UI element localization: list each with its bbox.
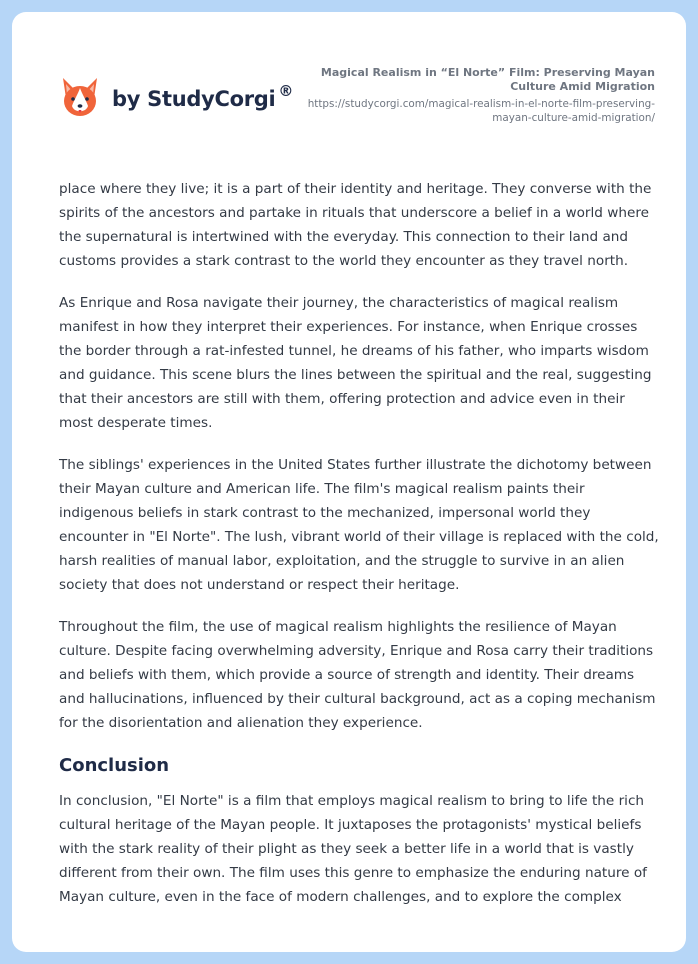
brand-text: by StudyCorgi — [112, 87, 276, 111]
page-card — [12, 12, 686, 952]
paragraph: place where they live; it is a part of their identity and heritage. They converse with the spirits of the ancestors and partake in rituals that underscore a belief in a world where the supernatural is intertwined with the everyday. This connection to their land and customs provides a stark contrast to the world they encounter as they travel north. — [59, 181, 652, 269]
registered-mark: ® — [278, 82, 294, 100]
essay-body — [59, 177, 659, 927]
brand-name — [112, 82, 294, 111]
corgi-icon — [60, 76, 100, 120]
studycorgi-logo[interactable] — [60, 76, 293, 120]
conclusion-paragraph: In conclusion, "El Norte" is a film that employs magical realism to bring to life the rich cultural heritage of the Mayan people. It juxtaposes the protagonists' mystical beliefs with the stark reality of their plight as they seek a better life in a world that is vastly different from their own. The film uses this genre to emphasize the enduring nature of Mayan culture, even in the face of modern challenges, and to explore the complex — [59, 793, 647, 905]
paragraph: Throughout the film, the use of magical realism highlights the resilience of Mayan culture. Despite facing overwhelming adversity, Enrique and Rosa carry their traditions and beliefs with them, which provide a source of strength and identity. Their dreams and hallucinations, influenced by their cultural background, act as a coping mechanism for the disorientation and alienation they experience. — [59, 619, 656, 731]
paragraph: The siblings' experiences in the United States further illustrate the dichotomy between their Mayan culture and American life. The film's magical realism paints their indigenous beliefs in stark contrast to the mechanized, impersonal world they encounter in "El Norte". The lush, vibrant world of their village is replaced with the cold, harsh realities of manual labor, exploitation, and the struggle to survive in an alien society that does not understand or respect their heritage. — [59, 457, 659, 593]
paragraph: As Enrique and Rosa navigate their journey, the characteristics of magical realism manifest in how they interpret their experiences. For instance, when Enrique crosses the border through a rat-infested tunnel, he dreams of his father, who imparts wisdom and guidance. This scene blurs the lines between the spiritual and the real, suggesting that their ancestors are still with them, offering protection and advice even in their most desperate times. — [59, 295, 652, 431]
document-url[interactable]: https://studycorgi.com/magical-realism-in-el-norte-film-preserving-mayan-culture-amid-migration/ — [307, 98, 655, 124]
document-title: Magical Realism in “El Norte” Film: Preserving Mayan Culture Amid Migration — [320, 66, 655, 93]
conclusion-heading: Conclusion — [59, 755, 170, 776]
document-meta — [295, 66, 655, 125]
